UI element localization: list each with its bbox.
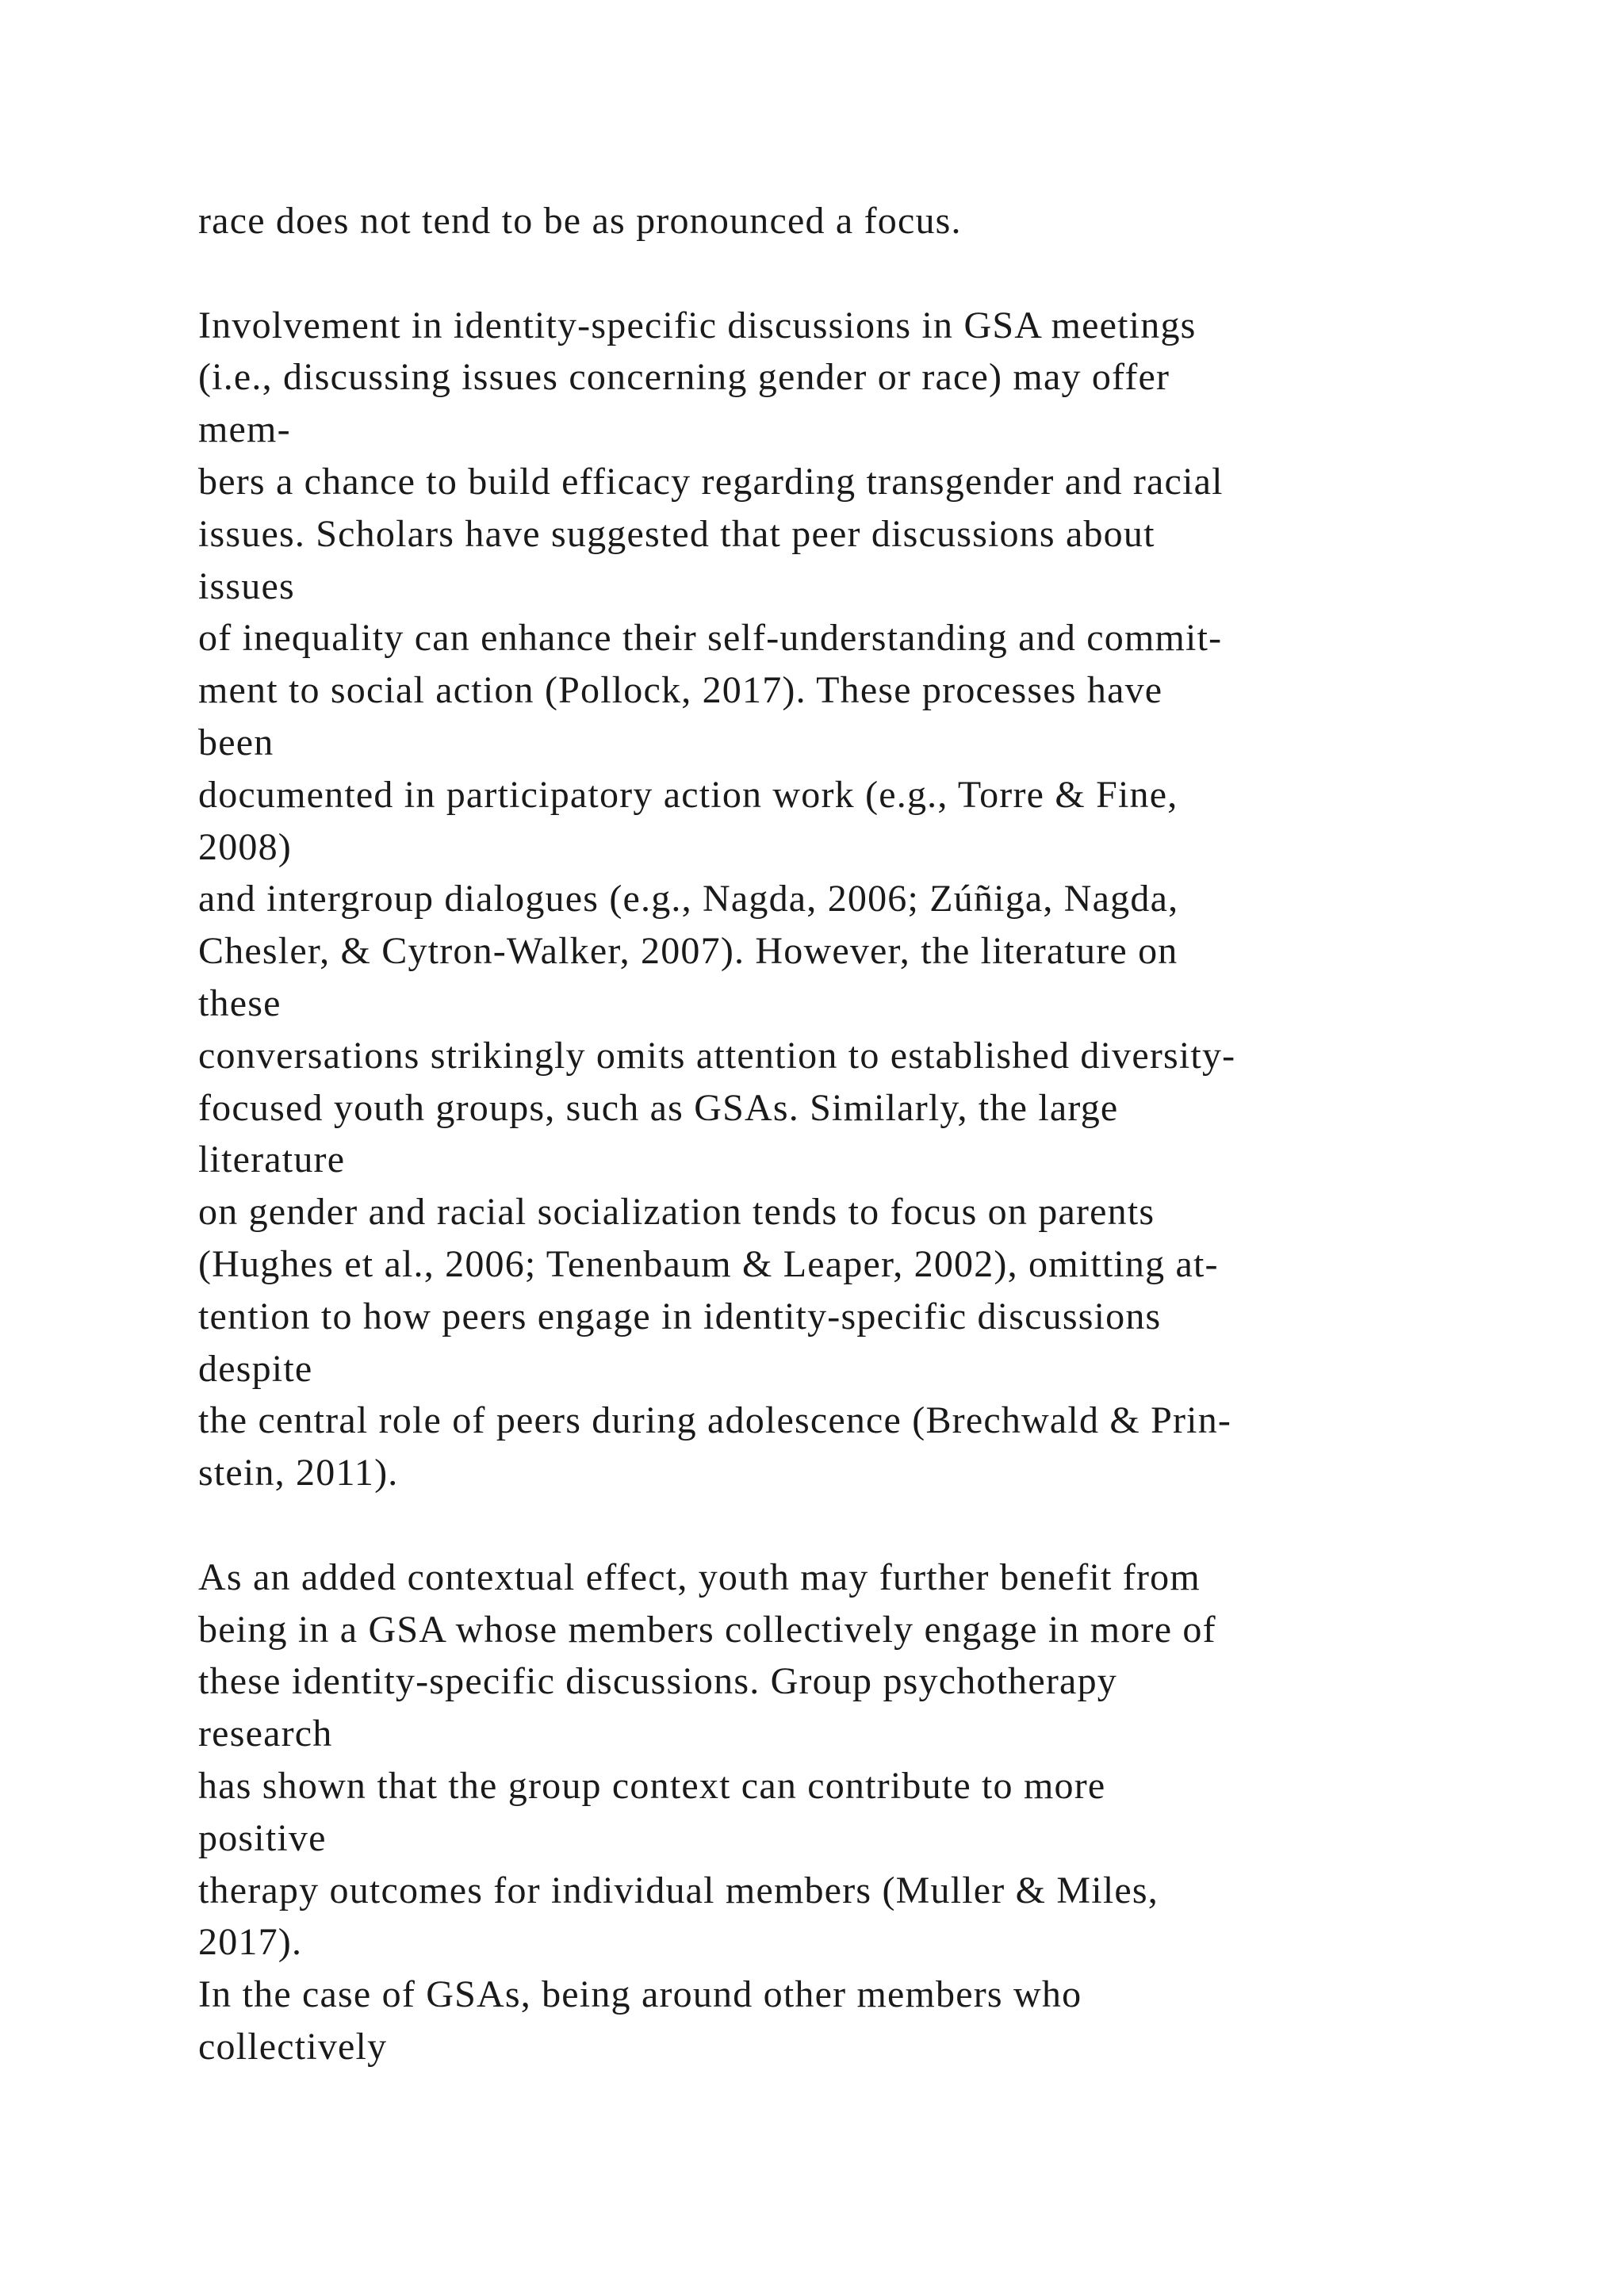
text-line: issues	[198, 564, 295, 607]
text-line: been	[198, 721, 274, 763]
text-line: stein, 2011).	[198, 1452, 399, 1494]
blank-line	[198, 1499, 1546, 1552]
text-line: positive	[198, 1816, 327, 1859]
text-line: and intergroup dialogues (e.g., Nagda, 2006; Zúñiga, Nagda,	[198, 878, 1179, 920]
text-line: the central role of peers during adolescence (Brechwald & Prin-	[198, 1399, 1232, 1442]
text-line: despite	[198, 1347, 313, 1390]
body-text	[198, 195, 1546, 2073]
text-line: (Hughes et al., 2006; Tenenbaum & Leaper, 2002), omitting at-	[198, 1242, 1219, 1285]
text-line: literature	[198, 1138, 346, 1181]
text-line: mem-	[198, 408, 291, 451]
text-line: 2017).	[198, 1921, 303, 1964]
text-line: ment to social action (Pollock, 2017). These processes have	[198, 669, 1163, 712]
text-line: issues. Scholars have suggested that peer discussions about	[198, 512, 1155, 555]
blank-line	[198, 247, 1546, 300]
text-line: race does not tend to be as pronounced a focus.	[198, 200, 962, 242]
text-line: focused youth groups, such as GSAs. Similarly, the large	[198, 1086, 1119, 1129]
text-line: conversations strikingly omits attention to established diversity-	[198, 1034, 1236, 1077]
text-line: these	[198, 982, 282, 1024]
text-line: In the case of GSAs, being around other members who	[198, 1973, 1082, 2016]
text-line: (i.e., discussing issues concerning gender or race) may offer	[198, 356, 1170, 399]
text-line: 2008)	[198, 825, 292, 868]
text-line: Involvement in identity-specific discussions in GSA meetings	[198, 304, 1197, 346]
text-line: these identity-specific discussions. Group psychotherapy	[198, 1660, 1117, 1703]
text-line: being in a GSA whose members collectively engage in more of	[198, 1608, 1216, 1651]
text-line: of inequality can enhance their self-understanding and commit-	[198, 617, 1223, 660]
text-line: research	[198, 1712, 333, 1755]
text-line: Chesler, & Cytron-Walker, 2007). However, the literature on	[198, 930, 1178, 973]
text-line: bers a chance to build efficacy regarding transgender and racial	[198, 460, 1224, 503]
text-line: tention to how peers engage in identity-specific discussions	[198, 1295, 1162, 1337]
text-line: As an added contextual effect, youth may further benefit from	[198, 1556, 1201, 1598]
text-line: on gender and racial socialization tends to focus on parents	[198, 1191, 1155, 1234]
text-line: documented in participatory action work (e.g., Torre & Fine,	[198, 773, 1178, 816]
text-line: therapy outcomes for individual members (Muller & Miles,	[198, 1869, 1159, 1911]
text-line: has shown that the group context can contribute to more	[198, 1764, 1106, 1807]
text-line: collectively	[198, 2025, 388, 2068]
